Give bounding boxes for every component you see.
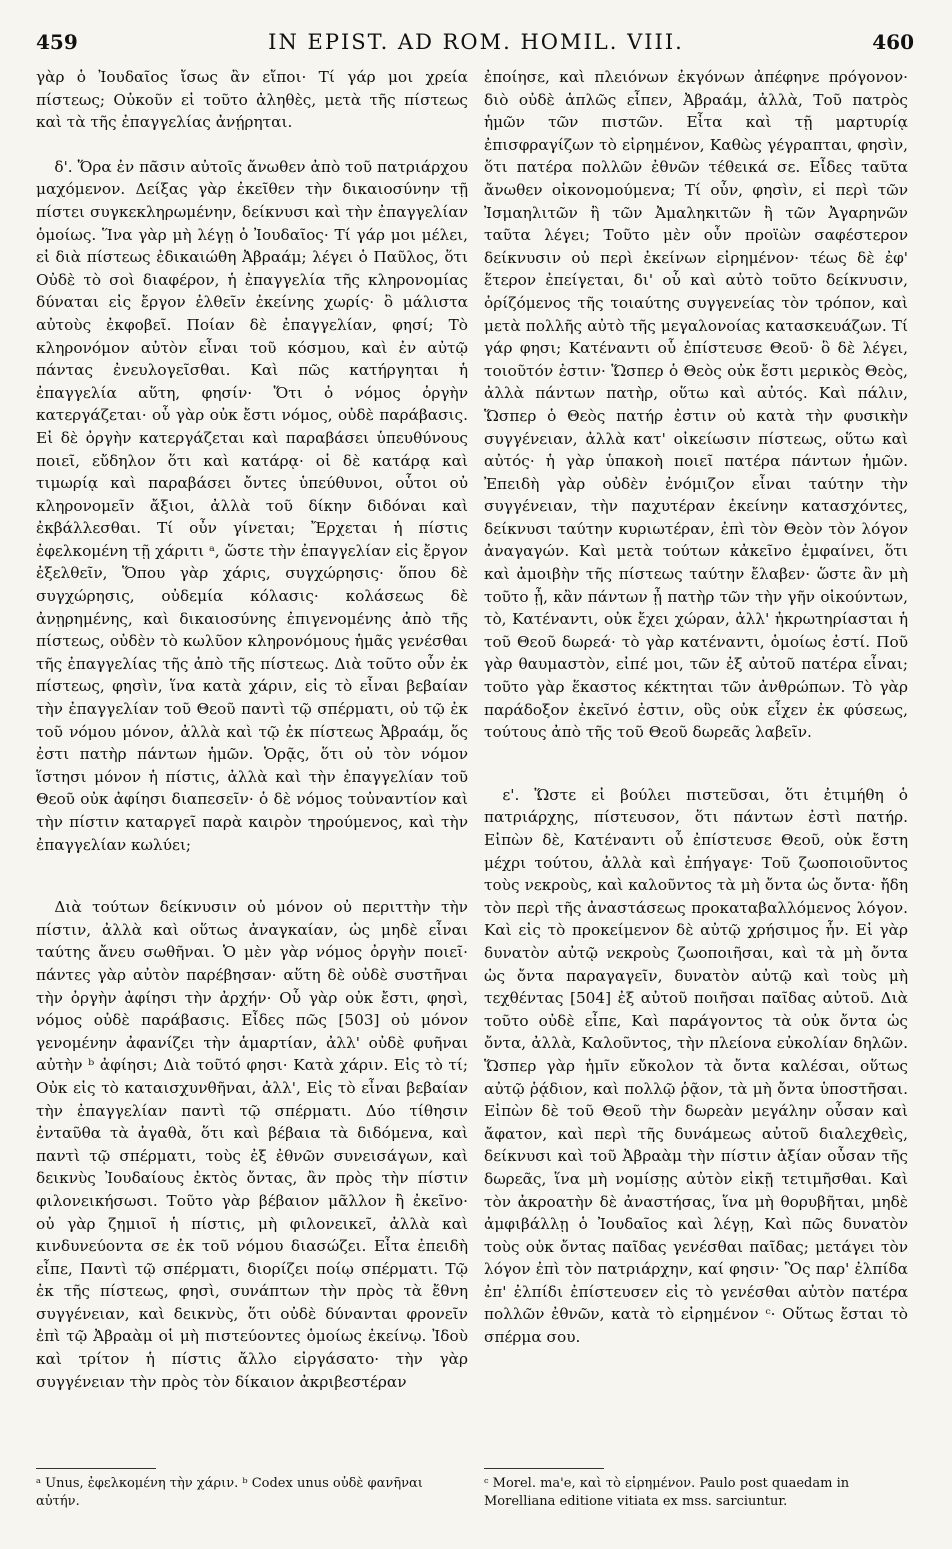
footnote-rule (484, 1468, 604, 1469)
paragraph: Διὰ τούτων δείκνυσιν οὐ μόνον οὐ περιττὴν τὴν πίστιν, ἀλλὰ καὶ οὕτως ἀναγκαίαν, ὡς μηδὲ εἶναι ταύτης ἄνευ σωθῆναι. Ὁ μὲν γὰρ νόμος ὀργὴν ποιεῖ· πάντες γὰρ αὐτὸν παρέβησαν· αὕτη δὲ οὐδὲ συστῆναι τὴν ὀργὴν ἀφίησι τὴν ἀρχήν· Οὗ γὰρ οὐκ ἔστι, φησὶ, νόμος οὐδὲ παράβασις. Εἶδες πῶς [503] οὐ μόνον γενομένην ἀφανίζει τὴν ἁμαρτίαν, ἀλλ' οὐδὲ φυῆναι αὐτὴν ᵇ ἀφίησι; Διὰ τοῦτό φησι· Κατὰ χάριν. Εἰς τὸ τί; Οὐκ εἰς τὸ καταισχυνθῆναι, ἀλλ', Εἰς τὸ εἶναι βεβαίαν τὴν ἐπαγγελίαν παντὶ τῷ σπέρματι. Δύο τίθησιν ἐνταῦθα τὰ ἀγαθὰ, ὅτι καὶ βέβαια τὰ διδόμενα, καὶ παντὶ τῷ σπέρματι, τοὺς ἐξ ἐθνῶν συνεισάγων, καὶ δεικνὺς Ἰουδαίους ἐκτὸς ὄντας, ἂν πρὸς τὴν πίστιν φιλονεικήσωσι. Τοῦτο γὰρ βέβαιον μᾶλλον ἢ ἐκεῖνο· οὐ γὰρ ζημιοῖ ἡ πίστις, μὴ φιλονεικεῖ, ἀλλὰ καὶ κινδυνεύοντα σε ἐκ τοῦ νόμου διασώζει. Εἶτα ἐπειδὴ εἶπε, Παντὶ τῷ σπέρματι, διορίζει ποίῳ σπέρματι. Τῷ ἐκ τῆς πίστεως, φησὶ, συνάπτων τὴν πρὸς τὰ ἔθνη συγγένειαν, καὶ δεικνὺς, ὅτι οὐδὲ δύνανται φρονεῖν ἐπὶ τῷ Ἀβραὰμ οἱ μὴ πιστεύοντες ὁμοίως ἐκείνῳ. Ἰδοὺ καὶ τρίτον ἡ πίστις ἄλλο εἰργάσατο· τὴν γὰρ συγγένειαν τὴν πρὸς τὸν δίκαιον ἀκριβεστέραν (36, 898, 468, 1391)
footnote-right: ᶜ Morel. ma'e, καὶ τὸ εἰρημένον. Paulo post quaedam in Morelliana editione vitiata ex mss. sarciuntur. (484, 1476, 850, 1509)
paragraph: ε'. Ὥστε εἰ βούλει πιστεῦσαι, ὅτι ἐτιμήθη ὁ πατριάρχης, πίστευσον, ὅτι πάντων ἐστὶ πατήρ. Εἰπὼν δὲ, Κατέναντι οὗ ἐπίστευσε Θεοῦ, οὐκ ἔστη μέχρι τούτου, ἀλλὰ καὶ ἐπήγαγε· Τοῦ ζωοποιοῦντος τοὺς νεκροὺς, καὶ καλοῦντος τὰ μὴ ὄντα ὡς ὄντα· ἤδη τὸν περὶ τῆς ἀναστάσεως προκαταβαλλόμενος λόγον. Καὶ εἰς τὸ προκείμενον δὲ αὐτῷ χρήσιμος ἦν. Εἰ γὰρ δυνατὸν αὐτῷ νεκροὺς ζωοποιῆσαι, καὶ τὰ μὴ ὄντα ὡς ὄντα παραγαγεῖν, δυνατὸν αὐτῷ καὶ τοὺς μὴ τεχθέντας [504] ἐξ αὐτοῦ ποιῆσαι παῖδας αὐτοῦ. Διὰ τοῦτο οὐδὲ εἶπε, Καὶ παράγοντος τὰ οὐκ ὄντα ὡς ὄντα, ἀλλὰ, Καλοῦντος, τὴν πλείονα εὐκολίαν δηλῶν. Ὥσπερ γὰρ ἡμῖν εὔκολον τὰ ὄντα καλέσαι, οὕτως αὐτῷ ῥᾴδιον, καὶ πολλῷ ῥᾷον, τὰ μὴ ὄντα ὑποστῆσαι. Εἰπὼν δὲ τοῦ Θεοῦ τὴν δωρεὰν μεγάλην οὖσαν καὶ ἄφατον, καὶ περὶ τῆς δυνάμεως αὐτοῦ διαλεχθεὶς, δείκνυσι καὶ τοῦ Ἀβραὰμ τὴν πίστιν ἀξίαν οὖσαν τῆς δωρεᾶς, ἵνα μὴ νομίσῃς αὐτὸν εἰκῇ τετιμῆσθαι. Καὶ τὸν ἀκροατὴν δὲ ἀναστήσας, ἵνα μὴ θορυβῆται, μηδὲ ἀμφιβάλλῃ ὁ Ἰουδαῖος καὶ λέγῃ, Καὶ πῶς δυνατὸν τοὺς οὐκ ὄντας παῖδας γενέσθαι παῖδας; μετάγει τὸν λόγον ἐπὶ τὸν πατριάρχην, καί φησιν· Ὃς παρ' ἐλπίδα ἐπ' ἐλπίδι ἐπίστευσεν εἰς τὸ γενέσθαι αὐτὸν πατέρα πολλῶν ἐθνῶν, κατὰ τὸ εἰρημένον ᶜ· Οὕτως ἔσται τὸ σπέρμα σου. (484, 785, 908, 1347)
running-title: IN EPIST. AD ROM. HOMIL. VIII. (268, 30, 684, 54)
paragraph: δ'. Ὅρα ἐν πᾶσιν αὐτοῖς ἄνωθεν ἀπὸ τοῦ πατριάρχου μαχόμενον. Δείξας γὰρ ἐκεῖθεν τὴν δικαιοσύνην τῇ πίστει συγκεκληρωμένην, δείκνυσι καὶ τὴν ἐπαγγελίαν ὁμοίως. Ἵνα γὰρ μὴ λέγῃ ὁ Ἰουδαῖος· Τί γάρ μοι μέλει, εἰ διὰ πίστεως ἐδικαιώθη Ἀβραάμ; λέγει ὁ Παῦλος, ὅτι Οὐδὲ τὸ σοὶ διαφέρον, ἡ ἐπαγγελία τῆς κληρονομίας δύναται εἰς ἔργον ἐλθεῖν ἐκείνης χωρίς· ὃ μάλιστα αὐτοὺς ἐκφοβεῖ. Ποίαν δὲ ἐπαγγελίαν, φησί; Τὸ κληρονόμον αὐτὸν εἶναι τοῦ κόσμου, καὶ ἐν αὐτῷ πάντας ἐνευλογεῖσθαι. Καὶ πῶς κατήργηται ἡ ἐπαγγελία αὕτη, φησίν· Ὅτι ὁ νόμος ὀργὴν κατεργάζεται· οὗ γὰρ οὐκ ἔστι νόμος, οὐδὲ παράβασις. Εἰ δὲ ὀργὴν κατεργάζεται καὶ παραβάσει ὑπευθύνους ποιεῖ, εὔδηλον ὅτι καὶ κατάρᾳ· οἱ δὲ κατάρᾳ καὶ τιμωρίᾳ καὶ παραβάσει ὄντες ὑπεύθυνοι, οὗτοι οὐ κληρονομεῖν ἄξιοι, ἀλλὰ τοῦ δίκην διδόναι καὶ ἐκβάλλεσθαι. Τί οὖν γίνεται; Ἔρχεται ἡ πίστις ἐφελκομένη τῇ χάριτι ᵃ, ὥστε τὴν ἐπαγγελίαν εἰς ἔργον ἐξελθεῖν, Ὅπου γὰρ χάρις, συγχώρησις· ὅπου δὲ συγχώρησις, οὐδεμία κόλασις· κολάσεως δὲ ἀνῃρημένης, καὶ δικαιοσύνης ἐπιγενομένης ἀπὸ τῆς πίστεως, οὐδὲν τὸ κωλῦον κληρονόμους ἡμᾶς γενέσθαι τῆς ἐπαγγελίας τῆς ἀπὸ τῆς πίστεως. Διὰ τοῦτο οὖν ἐκ πίστεως, φησὶν, ἵνα κατὰ χάριν, εἰς τὸ εἶναι βεβαίαν τὴν ἐπαγγελίαν τοῦ Θεοῦ παντὶ τῷ σπέρματι, οὐ τῷ ἐκ τοῦ νόμου μόνον, ἀλλὰ καὶ τῷ ἐκ πίστεως Ἀβραάμ, ὅς ἐστι πατὴρ πάντων ἡμῶν. Ὁρᾷς, ὅτι οὐ τὸν νόμον ἵστησι μόνον ἡ πίστις, ἀλλὰ καὶ τὴν ἐπαγγελίαν τοῦ Θεοῦ οὐκ ἀφίησι διαπεσεῖν· ὁ δὲ νόμος τοὐναντίον καὶ τὴν πίστιν καταργεῖ παρὰ καιρὸν τηρούμενος, καὶ τὴν ἐπαγγελίαν κωλύει; (36, 157, 468, 854)
footnote-left: ᵃ Unus, ἐφελκομένη τὴν χάριν. ᵇ Codex unus οὐδὲ φανῆναι αὐτήν. (36, 1476, 423, 1509)
paragraph: ἐποίησε, καὶ πλειόνων ἐκγόνων ἀπέφηνε πρόγονον· διὸ οὐδὲ ἁπλῶς εἶπεν, Ἀβραάμ, ἀλλὰ, Τοῦ πατρὸς ἡμῶν τῶν πιστῶν. Εἶτα καὶ τῇ μαρτυρίᾳ ἐπισφραγίζων τὸ εἰρημένον, Καθὼς γέγραπται, φησὶν, ὅτι πατέρα πολλῶν ἐθνῶν τέθεικά σε. Εἶδες ταῦτα ἄνωθεν οἰκονομούμενα; Τί οὖν, φησὶν, εἰ περὶ τῶν Ἰσμαηλιτῶν ἢ τῶν Ἀμαληκιτῶν ἢ τῶν Ἀγαρηνῶν ταῦτα λέγει; Τοῦτο μὲν οὖν προϊὼν σαφέστερον δείκνυσιν οὐ περὶ ἐκείνων εἰρημένον· τέως δὲ ἐφ' ἕτερον ἐπείγεται, δι' οὗ καὶ αὐτὸ τοῦτο δείκνυσιν, ὁρίζόμενος τῆς τοιαύτης συγγενείας τὸν τρόπον, καὶ μετὰ πολλῆς αὐτὸ τῆς μεγαλονοίας κατασκευάζων. Τί γάρ φησι; Κατέναντι οὗ ἐπίστευσε Θεοῦ· ὃ δὲ λέγει, τοιοῦτόν ἐστιν· Ὥσπερ ὁ Θεὸς οὐκ ἔστι μερικὸς Θεὸς, ἀλλὰ πάντων πατὴρ, οὕτω καὶ αὐτός. Καὶ πάλιν, Ὥσπερ ὁ Θεὸς πατήρ ἐστιν οὐ κατὰ τὴν φυσικὴν συγγένειαν, ἀλλὰ κατ' οἰκείωσιν πίστεως, οὕτω καὶ αὐτός· ἡ γὰρ ὑπακοὴ ποιεῖ πατέρα πάντων ἡμῶν. Ἐπειδὴ γὰρ οὐδὲν ἐνόμιζον εἶναι ταύτην τὴν συγγένειαν, τὴν παχυτέραν ἐκείνην κατασχόντες, δείκνυσι ταύτην κυριωτέραν, ἐπὶ τὸν Θεὸν τὸν λόγον ἀναγαγών. Καὶ μετὰ τούτων κἀκεῖνο ἐμφαίνει, ὅτι καὶ ἀμοιβὴν τῆς πίστεως ταύτην ἔλαβεν· ὥστε ἂν μὴ τοῦτο ᾖ, κἂν πάντων ᾖ πατὴρ τῶν τὴν γῆν οἰκούντων, τὸ, Κατέναντι, οὐκ ἔχει χώραν, ἀλλ' ἠκρωτηρίασται ἡ τοῦ Θεοῦ δωρεά· τὸ γὰρ κατέναντι, ὁμοίως ἐστί. Ποῦ γὰρ θαυμαστὸν, εἰπέ μοι, τῶν ἐξ αὐτοῦ πατέρα εἶναι; τοῦτο γὰρ ἕκαστος κέκτηται τῶν ἀνθρώπων. Τὸ γὰρ παράδοξον ἐκεῖνό ἐστιν, οὓς οὐκ εἶχεν ἐκ φύσεως, τούτους ἀπὸ τῆς τοῦ Θεοῦ δωρεᾶς λαβεῖν. (484, 68, 908, 742)
left-column (36, 66, 468, 1393)
page-number-right: 460 (872, 30, 914, 54)
footnote-rule (36, 1468, 156, 1469)
paragraph: γὰρ ὁ Ἰουδαῖος ἴσως ἂν εἴποι· Τί γάρ μοι χρεία πίστεως; Οὐκοῦν εἰ τοῦτο ἀληθὲς, μετὰ τῆς πίστεως καὶ τὰ τῆς ἐπαγγελίας ἀνῄρηται. (36, 68, 468, 132)
page-header (0, 30, 952, 56)
page-number-left: 459 (36, 30, 78, 54)
right-column (484, 66, 908, 1349)
